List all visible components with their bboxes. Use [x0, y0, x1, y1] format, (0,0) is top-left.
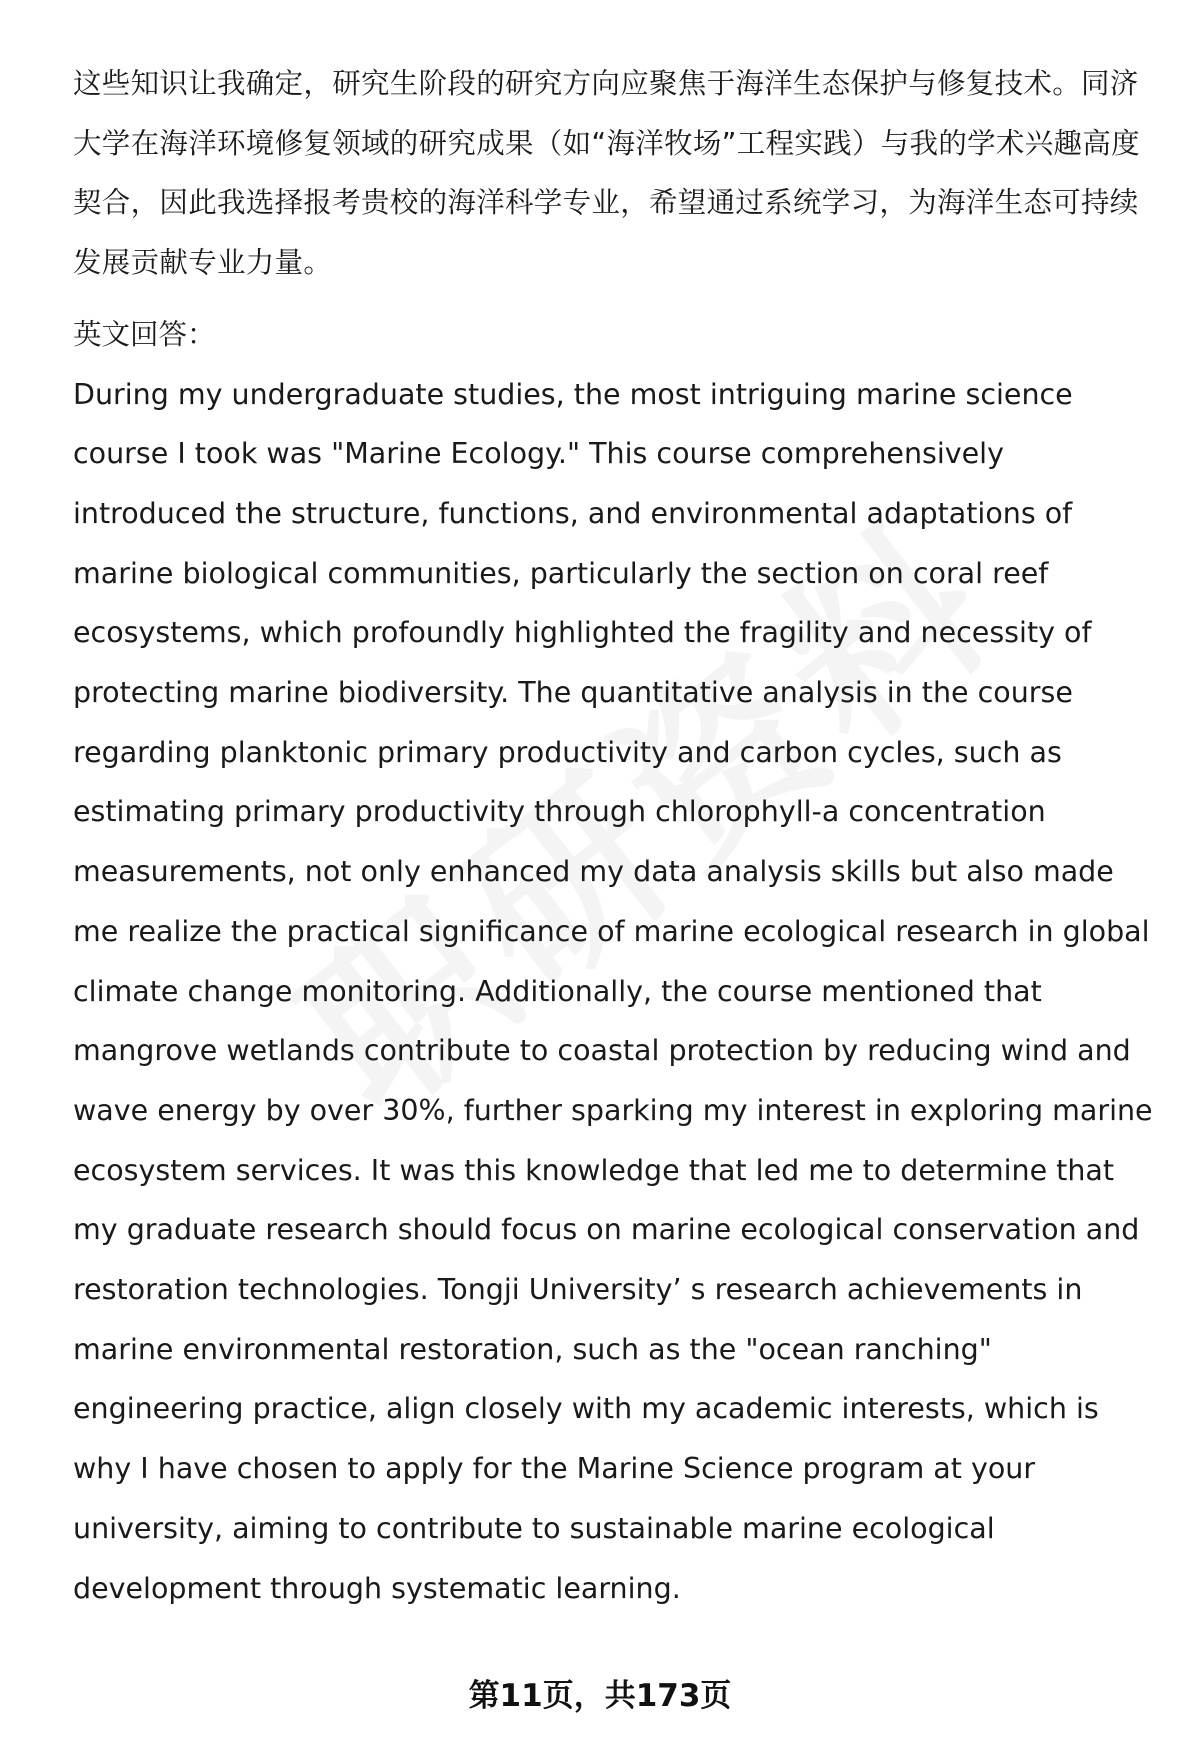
page-number: 第11页，共173页 — [468, 1678, 732, 1714]
english-paragraph: During my undergraduate studies, the most intriguing marine science course I took was "Marine Ecology." This course comprehensively introduced the structure, functions, and environmental adaptations of marine biological communities, particularly the section on coral reef ecosystems, which profoundly highlighted the fragility and necessity of protecting marine biodiversity. The quantitative analysis in the course regarding planktonic primary productivity and carbon cycles, such as estimating primary productivity through chlorophyll-a concentration measurements, not only enhanced my data analysis skills but also made me realize the practical significance of marine ecological research in global climate change monitoring. Additionally, the course mentioned that mangrove wetlands contribute to coastal protection by reducing wind and wave energy by over 30%, further sparking my interest in exploring marine ecosystem services. It was this knowledge that led me to determine that my graduate research should focus on marine ecological conservation and restoration technologies. Tongji University’ s research achievements in marine environmental restoration, such as the "ocean ranching" engineering practice, align closely with my academic interests, which is why I have chosen to apply for the Marine Science program at your university, aiming to contribute to sustainable marine ecological development through systematic learning. — [73, 377, 1153, 1605]
english-answer-label: 英文回答： — [73, 318, 216, 351]
document-body — [73, 54, 1163, 1618]
chinese-paragraph: 这些知识让我确定，研究生阶段的研究方向应聚焦于海洋生态保护与修复技术。同济大学在海洋环境修复领域的研究成果（如“海洋牧场”工程实践）与我的学术兴趣高度契合，因此我选择报考贵校的海洋科学专业，希望通过系统学习，为海洋生态可持续发展贡献专业力量。 — [73, 67, 1140, 279]
